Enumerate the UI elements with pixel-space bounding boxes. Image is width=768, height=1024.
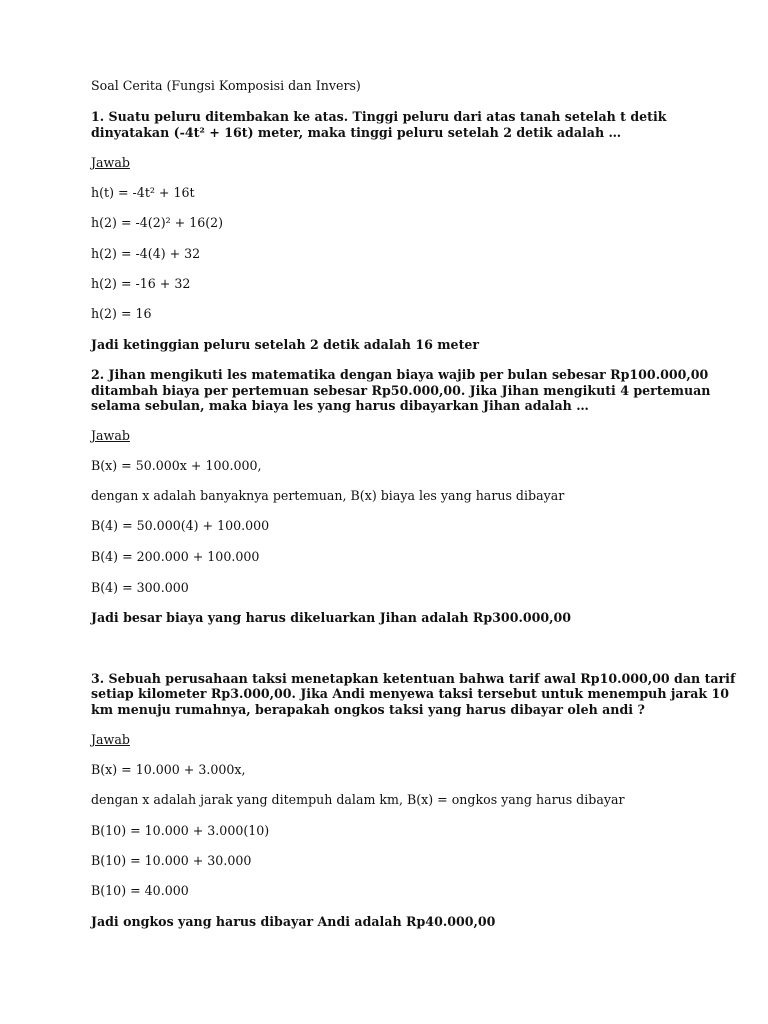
question-3-answer-label: Jawab [91, 732, 130, 747]
question-2-line-1: 2. Jihan mengikuti les matematika dengan biaya wajib per bulan sebesar Rp100.000,00 [91, 367, 709, 382]
question-3-line-1: 3. Sebuah perusahaan taksi menetapkan ketentuan bahwa tarif awal Rp10.000,00 dan tarif [91, 671, 736, 686]
question-1-line-1: 1. Suatu peluru ditembakan ke atas. Tinggi peluru dari atas tanah setelah t detik [91, 109, 667, 124]
question-1-line-2: dinyatakan (-4t² + 16t) meter, maka tinggi peluru setelah 2 detik adalah … [91, 125, 622, 140]
question-3-step-5: B(10) = 40.000 [91, 883, 189, 898]
question-1-step-4: h(2) = -16 + 32 [91, 276, 191, 291]
question-2-conclusion: Jadi besar biaya yang harus dikeluarkan Jihan adalah Rp300.000,00 [91, 610, 572, 625]
question-1-answer-label: Jawab [91, 155, 130, 170]
question-1-step-5: h(2) = 16 [91, 306, 152, 321]
question-2-step-2: dengan x adalah banyaknya pertemuan, B(x) biaya les yang harus dibayar [91, 488, 565, 503]
document-title: Soal Cerita (Fungsi Komposisi dan Invers) [91, 78, 361, 93]
question-3-conclusion: Jadi ongkos yang harus dibayar Andi adalah Rp40.000,00 [91, 914, 496, 929]
question-2-step-1: B(x) = 50.000x + 100.000, [91, 458, 262, 473]
question-2-line-3: selama sebulan, maka biaya les yang harus dibayarkan Jihan adalah … [91, 398, 589, 413]
question-2-step-5: B(4) = 300.000 [91, 580, 189, 595]
question-3-step-1: B(x) = 10.000 + 3.000x, [91, 762, 246, 777]
question-1-conclusion: Jadi ketinggian peluru setelah 2 detik adalah 16 meter [91, 337, 480, 352]
question-3-step-2: dengan x adalah jarak yang ditempuh dalam km, B(x) = ongkos yang harus dibayar [91, 792, 625, 807]
question-1-step-2: h(2) = -4(2)² + 16(2) [91, 215, 224, 230]
question-1-step-1: h(t) = -4t² + 16t [91, 185, 195, 200]
question-3-line-2: setiap kilometer Rp3.000,00. Jika Andi menyewa taksi tersebut untuk menempuh jarak 10 [91, 686, 730, 701]
question-2-step-3: B(4) = 50.000(4) + 100.000 [91, 518, 270, 533]
question-2-answer-label: Jawab [91, 428, 130, 443]
question-1-step-3: h(2) = -4(4) + 32 [91, 246, 201, 261]
question-3-step-3: B(10) = 10.000 + 3.000(10) [91, 823, 270, 838]
question-2-step-4: B(4) = 200.000 + 100.000 [91, 549, 260, 564]
question-3-line-3: km menuju rumahnya, berapakah ongkos taksi yang harus dibayar oleh andi ? [91, 702, 645, 717]
question-3-step-4: B(10) = 10.000 + 30.000 [91, 853, 252, 868]
question-2-line-2: ditambah biaya per pertemuan sebesar Rp50.000,00. Jika Jihan mengikuti 4 pertemuan [91, 383, 711, 398]
